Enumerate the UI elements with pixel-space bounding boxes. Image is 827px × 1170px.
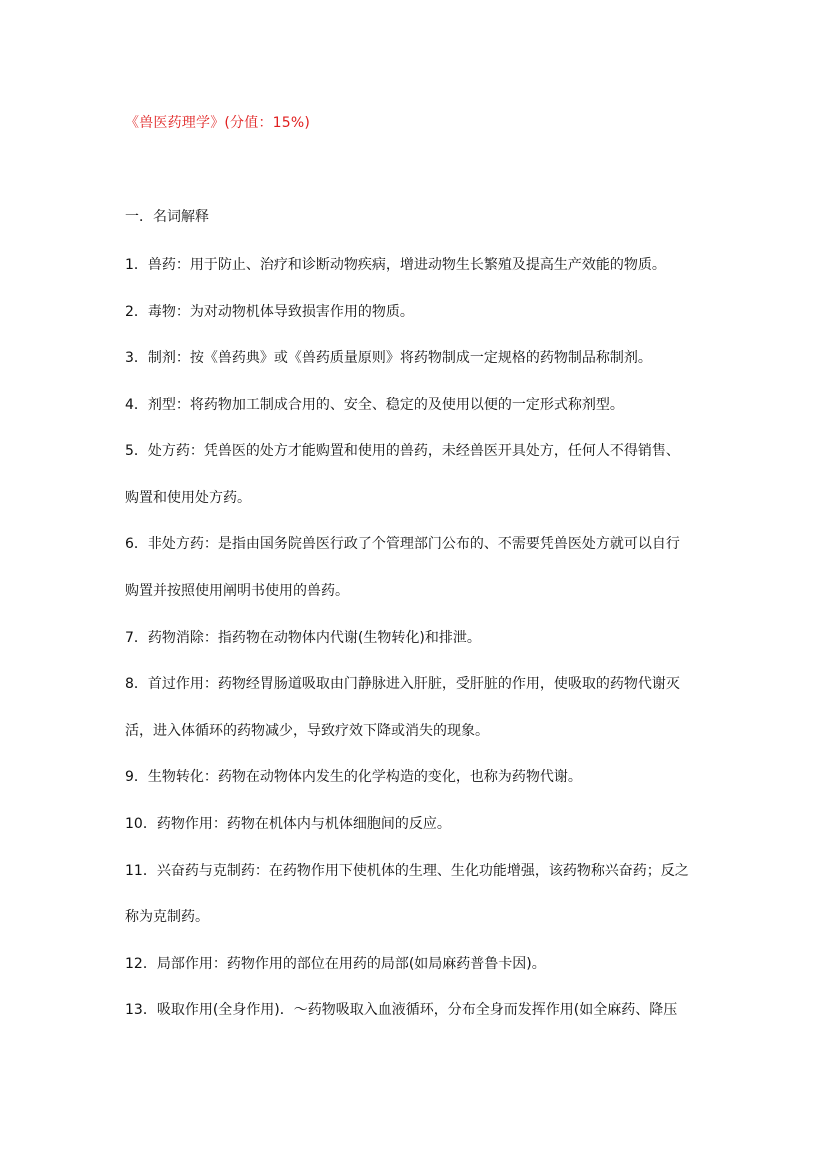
entry-line: 10．药物作用：药物在机体内与机体细胞间的反应。 [125, 816, 451, 832]
entry-line-continuation: 购置和使用处方药。 [125, 490, 251, 506]
entry-line-continuation: 活，进入体循环的药物减少，导致疗效下降或消失的现象。 [125, 723, 489, 739]
entry-line: 12．局部作用：药物作用的部位在用药的局部(如局麻药普鲁卡因)。 [125, 956, 546, 972]
entry-line: 9．生物转化：药物在动物体内发生的化学构造的变化，也称为药物代谢。 [125, 769, 582, 785]
entry-line: 8．首过作用：药物经胃肠道吸取由门静脉进入肝脏，受肝脏的作用，使吸取的药物代谢灭 [125, 676, 680, 692]
entry-line: 5．处方药：凭兽医的处方才能购置和使用的兽药，未经兽医开具处方，任何人不得销售、 [125, 443, 680, 459]
entry-line: 11．兴奋药与克制药：在药物作用下使机体的生理、生化功能增强，该药物称兴奋药；反之 [125, 863, 689, 879]
entry-line: 6．非处方药：是指由国务院兽医行政了个管理部门公布的、不需要凭兽医处方就可以自行 [125, 536, 680, 552]
section-heading: 一．名词解释 [125, 209, 209, 225]
entry-line: 7．药物消除：指药物在动物体内代谢(生物转化)和排泄。 [125, 630, 481, 646]
entry-line-continuation: 称为克制药。 [125, 909, 209, 925]
entry-line: 4．剂型：将药物加工制成合用的、安全、稳定的及使用以便的一定形式称剂型。 [125, 397, 624, 413]
entry-line-continuation: 购置并按照使用阐明书使用的兽药。 [125, 583, 349, 599]
entry-line: 13．吸取作用(全身作用)．～药物吸取入血液循环，分布全身而发挥作用(如全麻药、降压 [125, 1002, 678, 1018]
entry-line: 1．兽药：用于防止、治疗和诊断动物疾病，增进动物生长繁殖及提高生产效能的物质。 [125, 257, 666, 273]
document-title: 《兽医药理学》(分值：15%) [125, 115, 311, 131]
entry-line: 3．制剂：按《兽药典》或《兽药质量原则》将药物制成一定规格的药物制品称制剂。 [125, 350, 652, 366]
entry-line: 2．毒物：为对动物机体导致损害作用的物质。 [125, 304, 414, 320]
